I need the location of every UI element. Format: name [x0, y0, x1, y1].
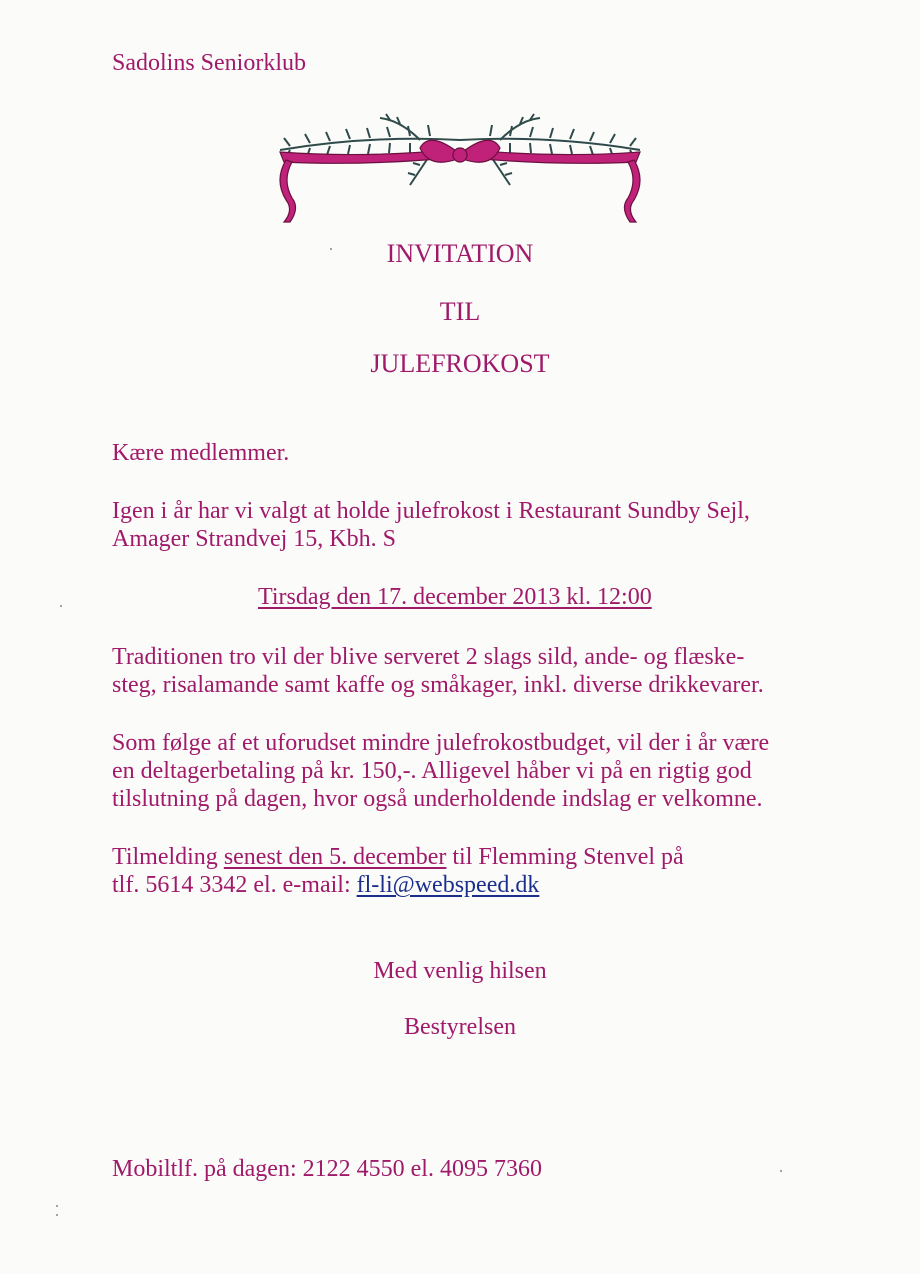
club-name: Sadolins Seniorklub [112, 50, 307, 76]
intro-line-2: Amager Strandvej 15, Kbh. S [112, 526, 396, 552]
menu-line-1: Traditionen tro vil der blive serveret 2 slags sild, ande- og flæske- [112, 644, 745, 670]
signup-line-1 [112, 842, 684, 872]
scan-speck [780, 1170, 782, 1172]
event-date: Tirsdag den 17. december 2013 kl. 12:00 [258, 584, 652, 610]
scan-speck [56, 1214, 58, 1216]
signup-suffix: til Flemming Stenvel på [446, 844, 684, 870]
mobile-line: Mobiltlf. på dagen: 2122 4550 el. 4095 7360 [112, 1156, 542, 1182]
scan-speck [330, 248, 332, 250]
signup-deadline: senest den 5. december [223, 844, 447, 870]
heading-julefrokost: JULEFROKOST [370, 349, 550, 378]
signup-line-2 [112, 870, 539, 900]
signature: Bestyrelsen [404, 1014, 516, 1040]
budget-line-1: Som følge af et uforudset mindre julefrokostbudget, vil der i år være [112, 730, 770, 756]
intro-line-1: Igen i år har vi valgt at holde julefrokost i Restaurant Sundby Sejl, [112, 498, 750, 524]
email-link[interactable]: fl-li@webspeed.dk [356, 872, 540, 898]
heading-til: TIL [439, 297, 481, 326]
budget-line-3: tilslutning på dagen, hvor også underholdende indslag er velkomne. [112, 786, 763, 812]
scan-speck [60, 605, 62, 607]
heading-invitation: INVITATION [386, 239, 534, 268]
greeting: Kære medlemmer. [112, 440, 290, 466]
closing: Med venlig hilsen [373, 958, 547, 984]
christmas-garland-illustration [270, 110, 650, 230]
budget-line-2: en deltagerbetaling på kr. 150,-. Alligevel håber vi på en rigtig god [112, 758, 752, 784]
ribbon-bow [280, 140, 640, 222]
signup-phone: tlf. 5614 3342 el. e-mail: [112, 872, 357, 898]
menu-line-2: steg, risalamande samt kaffe og småkager, inkl. diverse drikkevarer. [112, 672, 764, 698]
signup-prefix: Tilmelding [112, 844, 224, 870]
scan-speck [56, 1205, 58, 1207]
